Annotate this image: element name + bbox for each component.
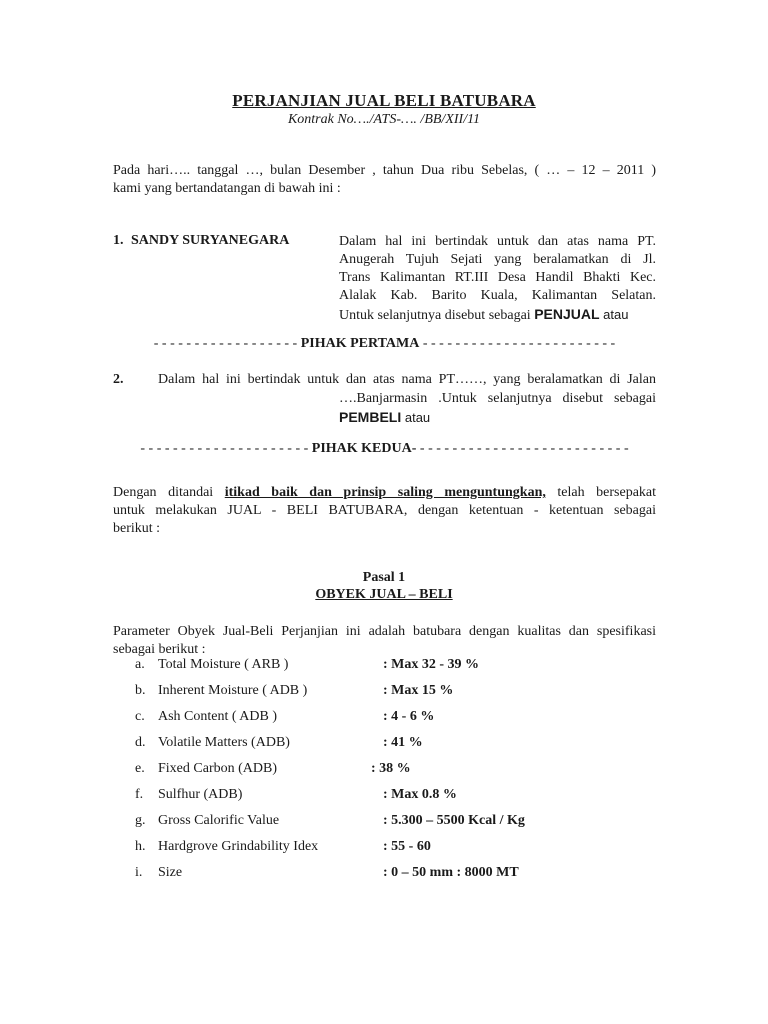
party1-desc-line-2: Anugerah Tujuh Sejati yang beralamatkan di Jl.	[339, 252, 656, 267]
spec-value: : Max 32 - 39 %	[383, 657, 480, 672]
spec-value: : 38 %	[371, 761, 411, 776]
spec-row	[0, 787, 768, 807]
article-title: OBYEK JUAL – BELI	[315, 587, 453, 602]
spec-value: : 5.300 – 5500 Kcal / Kg	[383, 813, 525, 828]
spec-letter: g.	[135, 813, 146, 828]
party1-description	[339, 233, 656, 325]
spec-row	[0, 709, 768, 729]
parameter-line-1: Parameter Obyek Jual-Beli Perjanjian ini adalah batubara dengan kualitas dan spesifikasi	[113, 624, 656, 639]
party1-desc-line-4: Alalak Kab. Barito Kuala, Kalimantan Selatan.	[339, 288, 656, 303]
spec-row	[0, 761, 768, 781]
spec-letter: d.	[135, 735, 146, 750]
party2-line-2: ….Banjarmasin .Untuk selanjutnya disebut sebagai	[339, 391, 656, 406]
party2-description	[339, 390, 656, 428]
party2-line-3-post: atau	[401, 410, 431, 425]
party2-divider	[113, 441, 656, 457]
agreement-intro	[113, 484, 656, 538]
contract-number: Kontrak No…./ATS-…. /BB/XII/11	[287, 112, 481, 127]
spec-value: : Max 15 %	[383, 683, 454, 698]
spec-letter: f.	[135, 787, 144, 802]
spec-letter: e.	[135, 761, 145, 776]
spec-letter: a.	[135, 657, 145, 672]
spec-row	[0, 865, 768, 885]
spec-row	[0, 839, 768, 859]
good-faith-phrase: itikad baik dan prinsip saling menguntungkan,	[224, 485, 546, 500]
spec-letter: h.	[135, 839, 146, 854]
spec-label: Sulfhur (ADB)	[158, 787, 243, 802]
party1-desc-line-1: Dalam hal ini bertindak untuk dan atas nama PT.	[339, 234, 656, 249]
spec-value: : 4 - 6 %	[383, 709, 435, 724]
intro-line-3: berikut :	[113, 521, 161, 536]
document-title: PERJANJIAN JUAL BELI BATUBARA	[232, 91, 536, 110]
intro-post: telah bersepakat	[545, 485, 657, 500]
parameter-line-2: sebagai berikut :	[113, 642, 206, 657]
spec-label: Gross Calorific Value	[158, 813, 280, 828]
party2-line-1: Dalam hal ini bertindak untuk dan atas nama PT……, yang beralamatkan di Jalan	[158, 372, 656, 387]
spec-value: : 0 – 50 mm : 8000 MT	[383, 865, 519, 880]
spec-value: : 55 - 60	[383, 839, 431, 854]
article-number: Pasal 1	[362, 570, 406, 585]
spec-label: Volatile Matters (ADB)	[158, 735, 290, 750]
opening-line-2: kami yang bertandatangan di bawah ini :	[113, 181, 341, 196]
spec-label: Ash Content ( ADB )	[158, 709, 277, 724]
spec-row	[0, 657, 768, 677]
opening-line-1: Pada hari….. tanggal …, bulan Desember , tahun Dua ribu Sebelas, ( … – 12 – 2011 )	[113, 163, 656, 178]
party1-number: 1.	[113, 233, 124, 248]
party1-desc-line-5	[339, 305, 656, 325]
intro-line-1	[113, 484, 656, 502]
party1-desc-line-3: Trans Kalimantan RT.III Desa Handil Bhakti Kec.	[339, 270, 656, 285]
intro-pre: Dengan ditandai	[113, 485, 225, 500]
spec-label: Size	[158, 865, 183, 880]
spec-label: Hardgrove Grindability Idex	[158, 839, 319, 854]
spec-row	[0, 683, 768, 703]
divider-dashes-left: - - - - - - - - - - - - - - - - - -	[153, 336, 301, 351]
spec-label: Inherent Moisture ( ADB )	[158, 683, 308, 698]
spec-label: Total Moisture ( ARB )	[158, 657, 289, 672]
spec-letter: i.	[135, 865, 143, 880]
party2-line-3	[339, 411, 430, 426]
party1-name: SANDY SURYANEGARA	[131, 233, 290, 248]
divider-dashes-right: - - - - - - - - - - - - - - - - - - - - - - - -	[419, 336, 616, 351]
spec-letter: b.	[135, 683, 146, 698]
pihak-pertama-label: PIHAK PERTAMA	[300, 336, 420, 351]
spec-letter: c.	[135, 709, 145, 724]
party1-desc-line-5-pre: Untuk selanjutnya disebut sebagai	[339, 308, 535, 323]
divider-dashes-right: - - - - - - - - - - - - - - - - - - - - - - - - - -	[416, 441, 629, 456]
spec-value: : Max 0.8 %	[383, 787, 457, 802]
party2-number: 2.	[113, 372, 124, 387]
spec-row	[0, 813, 768, 833]
seller-term: PENJUAL	[534, 306, 600, 322]
party1-divider	[113, 336, 656, 352]
parameter-paragraph	[113, 623, 656, 659]
pihak-kedua-label: PIHAK KEDUA-	[311, 441, 417, 456]
spec-row	[0, 735, 768, 755]
intro-line-2: untuk melakukan JUAL - BELI BATUBARA, dengan ketentuan - ketentuan sebagai	[113, 503, 656, 518]
opening-paragraph	[113, 162, 656, 198]
divider-dashes-left: - - - - - - - - - - - - - - - - - - - - -	[140, 441, 312, 456]
spec-value: : 41 %	[383, 735, 423, 750]
buyer-term: PEMBELI	[339, 409, 402, 425]
spec-label: Fixed Carbon (ADB)	[158, 761, 277, 776]
party1-desc-line-5-post: atau	[599, 307, 629, 322]
